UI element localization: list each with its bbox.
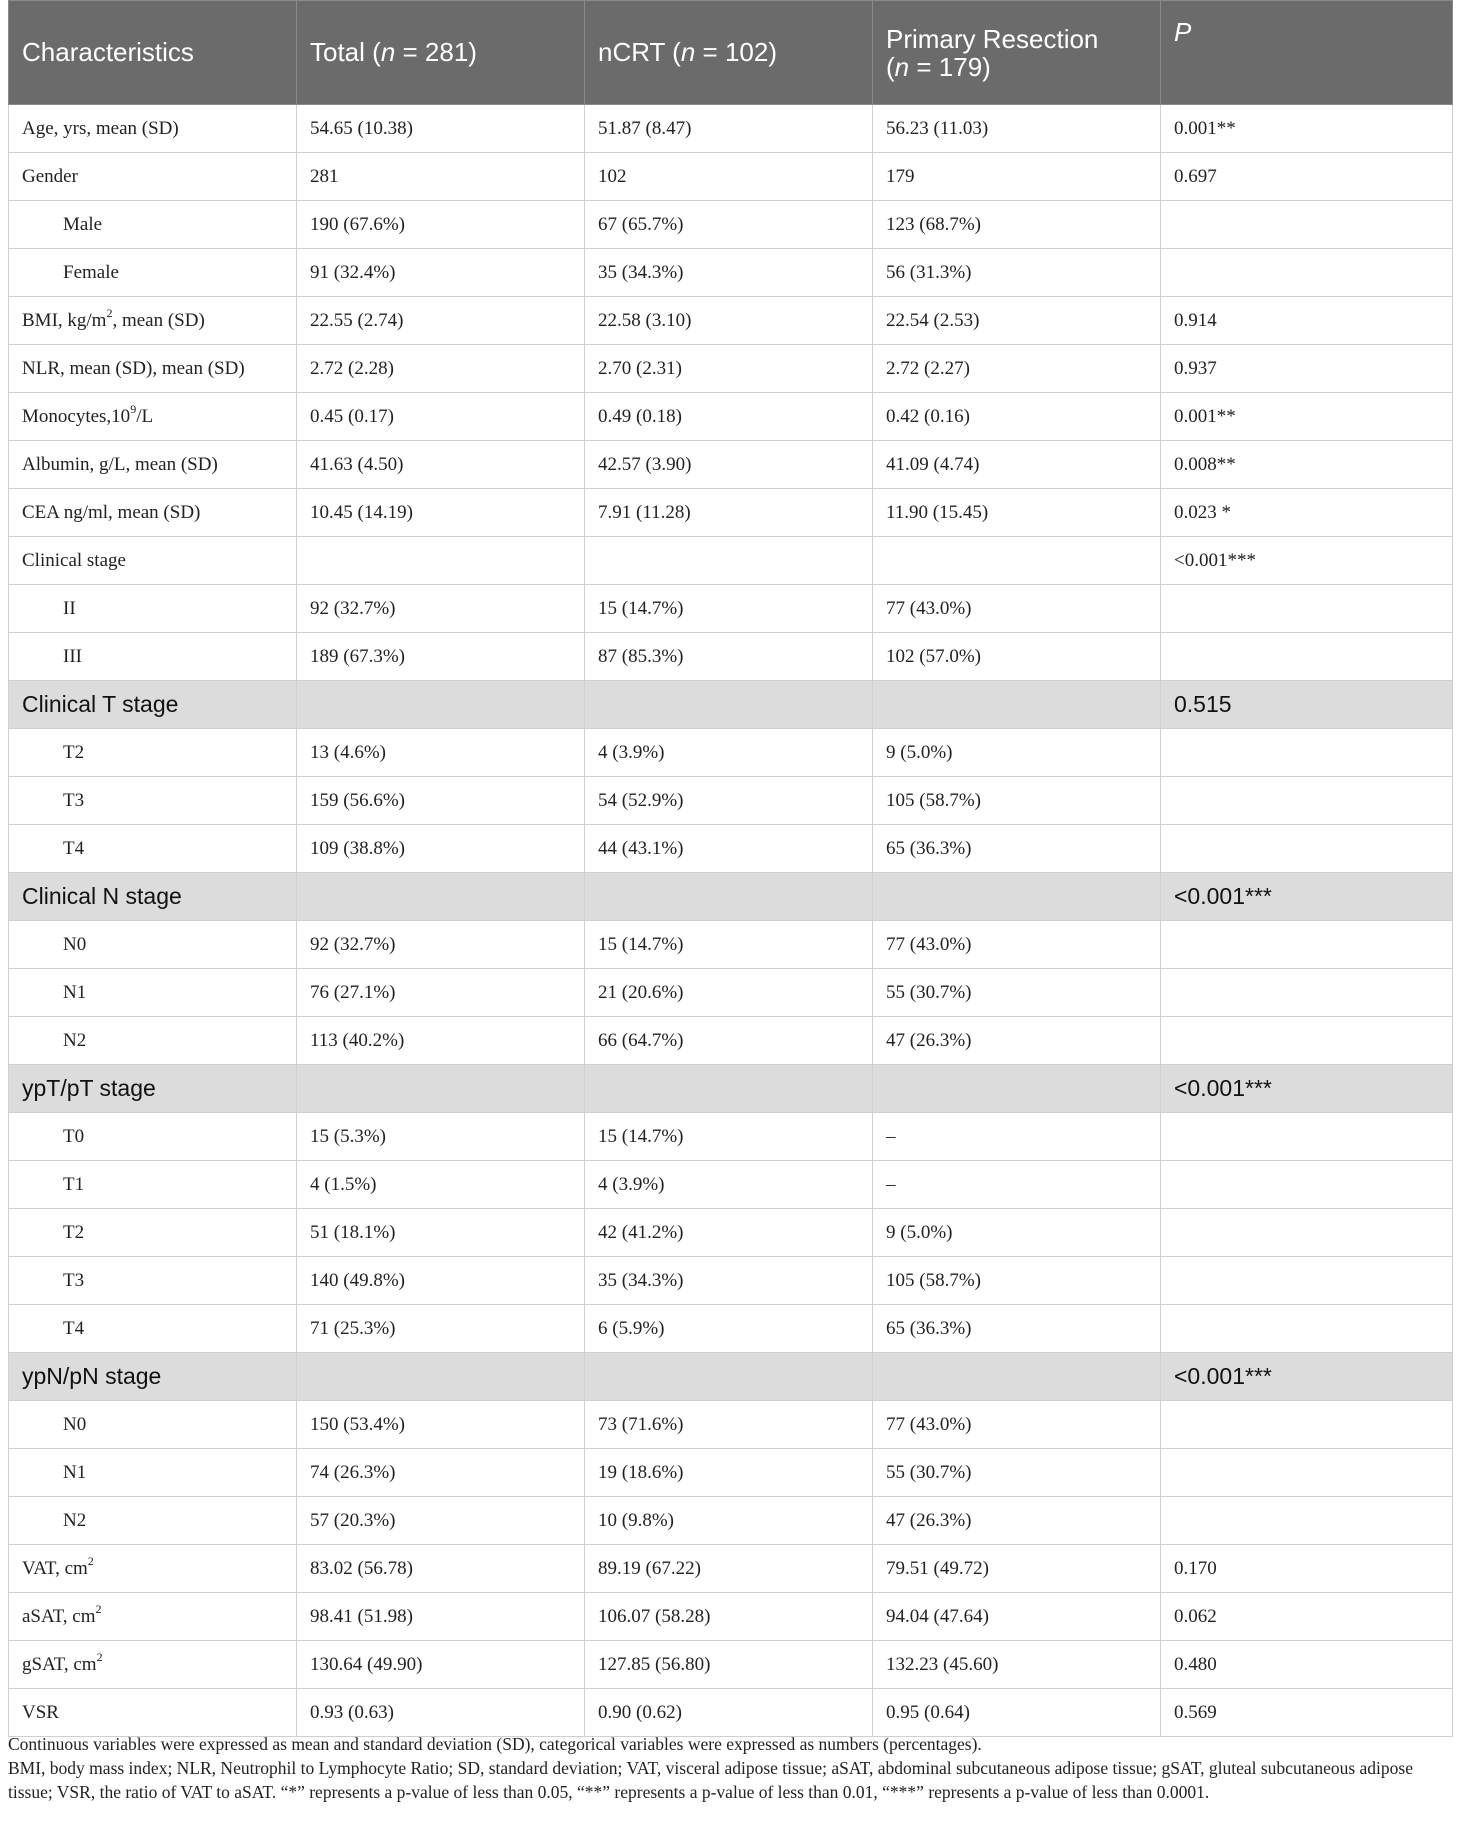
header-primary-resection: Primary Resection (n = 179)	[873, 1, 1161, 105]
cell-p	[1161, 1449, 1453, 1497]
cell-p	[1161, 585, 1453, 633]
cell-ncrt: 87 (85.3%)	[585, 633, 873, 681]
cell-p: 0.697	[1161, 153, 1453, 201]
cell-total: 74 (26.3%)	[297, 1449, 585, 1497]
row-label: VSR	[9, 1689, 297, 1737]
cell-ncrt: 44 (43.1%)	[585, 825, 873, 873]
table-row	[9, 1017, 1453, 1065]
cell-primary: –	[873, 1161, 1161, 1209]
row-label: Female	[9, 249, 297, 297]
cell-total: 10.45 (14.19)	[297, 489, 585, 537]
section-row	[9, 1353, 1453, 1401]
table-row	[9, 1593, 1453, 1641]
cell-primary: 56.23 (11.03)	[873, 105, 1161, 153]
cell-total: 15 (5.3%)	[297, 1113, 585, 1161]
table-row	[9, 489, 1453, 537]
cell-ncrt: 102	[585, 153, 873, 201]
cell-total: 4 (1.5%)	[297, 1161, 585, 1209]
cell-total: 130.64 (49.90)	[297, 1641, 585, 1689]
cell-p: 0.023 *	[1161, 489, 1453, 537]
cell-primary: 179	[873, 153, 1161, 201]
table-header-row	[9, 1, 1453, 105]
cell-ncrt: 35 (34.3%)	[585, 249, 873, 297]
cell-primary: 102 (57.0%)	[873, 633, 1161, 681]
cell-p: 0.569	[1161, 1689, 1453, 1737]
cell-primary: 55 (30.7%)	[873, 1449, 1161, 1497]
table-row	[9, 1449, 1453, 1497]
row-label: NLR, mean (SD), mean (SD)	[9, 345, 297, 393]
cell-primary: 22.54 (2.53)	[873, 297, 1161, 345]
cell-total: 190 (67.6%)	[297, 201, 585, 249]
row-label: T2	[9, 1209, 297, 1257]
cell-primary: 77 (43.0%)	[873, 1401, 1161, 1449]
cell-total: 0.45 (0.17)	[297, 393, 585, 441]
cell-primary: 47 (26.3%)	[873, 1017, 1161, 1065]
cell-p	[1161, 1161, 1453, 1209]
row-label: Gender	[9, 153, 297, 201]
cell-ncrt: 15 (14.7%)	[585, 921, 873, 969]
table-footnotes	[8, 1732, 1452, 1804]
row-label: Clinical stage	[9, 537, 297, 585]
table-row	[9, 585, 1453, 633]
row-label: BMI, $kg/m^2$, mean (SD)	[9, 297, 297, 345]
cell-ncrt: 19 (18.6%)	[585, 1449, 873, 1497]
row-label: T2	[9, 729, 297, 777]
cell-p	[1161, 1113, 1453, 1161]
cell-primary: 79.51 (49.72)	[873, 1545, 1161, 1593]
row-label: T0	[9, 1113, 297, 1161]
header-p-value: P	[1161, 1, 1453, 105]
cell-primary	[873, 1353, 1161, 1401]
cell-p	[1161, 1497, 1453, 1545]
cell-p	[1161, 249, 1453, 297]
cell-p: 0.480	[1161, 1641, 1453, 1689]
cell-p: 0.515	[1161, 681, 1453, 729]
cell-p	[1161, 1305, 1453, 1353]
cell-total	[297, 681, 585, 729]
cell-ncrt	[585, 681, 873, 729]
cell-p	[1161, 921, 1453, 969]
cell-total: 92 (32.7%)	[297, 585, 585, 633]
header-total: Total (n = 281)	[297, 1, 585, 105]
section-label: ypN/pN stage	[9, 1353, 297, 1401]
table-row	[9, 1641, 1453, 1689]
table-row	[9, 1161, 1453, 1209]
table-row	[9, 777, 1453, 825]
table-row	[9, 1545, 1453, 1593]
cell-primary: 77 (43.0%)	[873, 585, 1161, 633]
table-row	[9, 1497, 1453, 1545]
cell-primary: 9 (5.0%)	[873, 729, 1161, 777]
table-row	[9, 537, 1453, 585]
cell-ncrt	[585, 873, 873, 921]
cell-ncrt: 7.91 (11.28)	[585, 489, 873, 537]
cell-total: 51 (18.1%)	[297, 1209, 585, 1257]
cell-total: 91 (32.4%)	[297, 249, 585, 297]
table-row	[9, 1689, 1453, 1737]
cell-ncrt: 22.58 (3.10)	[585, 297, 873, 345]
cell-p: <0.001***	[1161, 1065, 1453, 1113]
cell-primary: 55 (30.7%)	[873, 969, 1161, 1017]
cell-total: 92 (32.7%)	[297, 921, 585, 969]
cell-ncrt: 42 (41.2%)	[585, 1209, 873, 1257]
section-label: ypT/pT stage	[9, 1065, 297, 1113]
cell-primary: 132.23 (45.60)	[873, 1641, 1161, 1689]
table-row	[9, 633, 1453, 681]
cell-primary: 47 (26.3%)	[873, 1497, 1161, 1545]
footnote-abbreviations: BMI, body mass index; NLR, Neutrophil to Lymphocyte Ratio; SD, standard deviation; VAT, visceral adipose tissue; aSAT, abdominal subcutaneous adipose tissue; gSAT, gluteal subcutaneous adipose tissue; VSR, the ratio of VAT to aSAT. “*” represents a p-value of less than 0.05, “**” represents a p-value of less than 0.01, “***” represents a p-value of less than 0.0001.	[8, 1758, 1413, 1802]
cell-ncrt	[585, 1065, 873, 1113]
row-label: Age, yrs, mean (SD)	[9, 105, 297, 153]
table-row	[9, 345, 1453, 393]
cell-p: 0.937	[1161, 345, 1453, 393]
cell-ncrt	[585, 1353, 873, 1401]
cell-total: 109 (38.8%)	[297, 825, 585, 873]
cell-total: 13 (4.6%)	[297, 729, 585, 777]
characteristics-table	[8, 0, 1453, 1737]
cell-ncrt: 106.07 (58.28)	[585, 1593, 873, 1641]
cell-primary: 105 (58.7%)	[873, 1257, 1161, 1305]
cell-total: 140 (49.8%)	[297, 1257, 585, 1305]
table-row	[9, 921, 1453, 969]
cell-primary: 105 (58.7%)	[873, 777, 1161, 825]
cell-p: 0.062	[1161, 1593, 1453, 1641]
header-characteristics: Characteristics	[9, 1, 297, 105]
cell-total	[297, 1065, 585, 1113]
cell-p: <0.001***	[1161, 873, 1453, 921]
cell-total: 76 (27.1%)	[297, 969, 585, 1017]
cell-total: 113 (40.2%)	[297, 1017, 585, 1065]
cell-ncrt: 15 (14.7%)	[585, 585, 873, 633]
section-row	[9, 873, 1453, 921]
footnote-line: Continuous variables were expressed as mean and standard deviation (SD), categorical variables were expressed as numbers (percentages).	[8, 1734, 982, 1754]
table-row	[9, 729, 1453, 777]
cell-ncrt: 0.49 (0.18)	[585, 393, 873, 441]
cell-ncrt: 73 (71.6%)	[585, 1401, 873, 1449]
cell-ncrt: 127.85 (56.80)	[585, 1641, 873, 1689]
row-label: T4	[9, 825, 297, 873]
cell-total: 98.41 (51.98)	[297, 1593, 585, 1641]
cell-primary: 123 (68.7%)	[873, 201, 1161, 249]
cell-primary: 0.95 (0.64)	[873, 1689, 1161, 1737]
cell-primary: 94.04 (47.64)	[873, 1593, 1161, 1641]
table-row	[9, 393, 1453, 441]
row-label: III	[9, 633, 297, 681]
cell-total: 150 (53.4%)	[297, 1401, 585, 1449]
cell-primary: 0.42 (0.16)	[873, 393, 1161, 441]
cell-p	[1161, 1401, 1453, 1449]
cell-primary: 77 (43.0%)	[873, 921, 1161, 969]
cell-p	[1161, 201, 1453, 249]
row-label: N1	[9, 1449, 297, 1497]
row-label: II	[9, 585, 297, 633]
cell-total	[297, 873, 585, 921]
cell-ncrt: 51.87 (8.47)	[585, 105, 873, 153]
cell-p	[1161, 729, 1453, 777]
cell-total: 0.93 (0.63)	[297, 1689, 585, 1737]
table-row	[9, 201, 1453, 249]
table-row	[9, 249, 1453, 297]
cell-primary: 41.09 (4.74)	[873, 441, 1161, 489]
table-row	[9, 1113, 1453, 1161]
table-container	[8, 0, 1452, 1737]
cell-ncrt: 6 (5.9%)	[585, 1305, 873, 1353]
cell-p: <0.001***	[1161, 1353, 1453, 1401]
section-row	[9, 1065, 1453, 1113]
cell-primary: –	[873, 1113, 1161, 1161]
cell-primary: 65 (36.3%)	[873, 1305, 1161, 1353]
cell-p	[1161, 969, 1453, 1017]
table-row	[9, 825, 1453, 873]
row-label: T3	[9, 1257, 297, 1305]
cell-ncrt	[585, 537, 873, 585]
cell-ncrt: 89.19 (67.22)	[585, 1545, 873, 1593]
table-row	[9, 153, 1453, 201]
cell-total: 57 (20.3%)	[297, 1497, 585, 1545]
cell-p: <0.001***	[1161, 537, 1453, 585]
cell-p: 0.001**	[1161, 105, 1453, 153]
table-row	[9, 1257, 1453, 1305]
cell-p	[1161, 825, 1453, 873]
table-row	[9, 441, 1453, 489]
row-label: $Monocytes,10^9/L$	[9, 393, 297, 441]
cell-ncrt: 15 (14.7%)	[585, 1113, 873, 1161]
cell-primary: 11.90 (15.45)	[873, 489, 1161, 537]
cell-ncrt: 67 (65.7%)	[585, 201, 873, 249]
section-row	[9, 681, 1453, 729]
cell-primary	[873, 1065, 1161, 1113]
cell-p	[1161, 1209, 1453, 1257]
section-label: Clinical T stage	[9, 681, 297, 729]
cell-primary: 65 (36.3%)	[873, 825, 1161, 873]
table-row	[9, 1401, 1453, 1449]
cell-total: 41.63 (4.50)	[297, 441, 585, 489]
cell-total: 71 (25.3%)	[297, 1305, 585, 1353]
cell-p	[1161, 1257, 1453, 1305]
cell-p: 0.170	[1161, 1545, 1453, 1593]
cell-p	[1161, 1017, 1453, 1065]
cell-primary: 56 (31.3%)	[873, 249, 1161, 297]
cell-ncrt: 0.90 (0.62)	[585, 1689, 873, 1737]
cell-total: 189 (67.3%)	[297, 633, 585, 681]
cell-ncrt: 4 (3.9%)	[585, 729, 873, 777]
row-label: T1	[9, 1161, 297, 1209]
row-label: N1	[9, 969, 297, 1017]
cell-total: 83.02 (56.78)	[297, 1545, 585, 1593]
cell-total: 54.65 (10.38)	[297, 105, 585, 153]
cell-p: 0.008**	[1161, 441, 1453, 489]
cell-primary	[873, 537, 1161, 585]
cell-ncrt: 2.70 (2.31)	[585, 345, 873, 393]
row-label: CEA ng/ml, mean (SD)	[9, 489, 297, 537]
cell-p	[1161, 777, 1453, 825]
header-ncrt: nCRT (n = 102)	[585, 1, 873, 105]
cell-total: 2.72 (2.28)	[297, 345, 585, 393]
row-label: N2	[9, 1017, 297, 1065]
cell-total	[297, 537, 585, 585]
cell-ncrt: 54 (52.9%)	[585, 777, 873, 825]
cell-total: 281	[297, 153, 585, 201]
cell-primary	[873, 873, 1161, 921]
cell-total	[297, 1353, 585, 1401]
cell-ncrt: 66 (64.7%)	[585, 1017, 873, 1065]
row-label: T3	[9, 777, 297, 825]
row-label: VAT, $cm^2$	[9, 1545, 297, 1593]
row-label: gSAT, $cm^2$	[9, 1641, 297, 1689]
row-label: Albumin, g/L, mean (SD)	[9, 441, 297, 489]
cell-p	[1161, 633, 1453, 681]
cell-ncrt: 35 (34.3%)	[585, 1257, 873, 1305]
cell-ncrt: 4 (3.9%)	[585, 1161, 873, 1209]
cell-primary	[873, 681, 1161, 729]
cell-total: 22.55 (2.74)	[297, 297, 585, 345]
row-label: N2	[9, 1497, 297, 1545]
table-row	[9, 1305, 1453, 1353]
table-row	[9, 297, 1453, 345]
cell-ncrt: 10 (9.8%)	[585, 1497, 873, 1545]
row-label: aSAT, $cm^2$	[9, 1593, 297, 1641]
cell-p: 0.001**	[1161, 393, 1453, 441]
row-label: T4	[9, 1305, 297, 1353]
row-label: Male	[9, 201, 297, 249]
table-row	[9, 969, 1453, 1017]
row-label: N0	[9, 1401, 297, 1449]
cell-primary: 2.72 (2.27)	[873, 345, 1161, 393]
cell-primary: 9 (5.0%)	[873, 1209, 1161, 1257]
cell-ncrt: 21 (20.6%)	[585, 969, 873, 1017]
table-row	[9, 105, 1453, 153]
cell-total: 159 (56.6%)	[297, 777, 585, 825]
cell-ncrt: 42.57 (3.90)	[585, 441, 873, 489]
section-label: Clinical N stage	[9, 873, 297, 921]
cell-p: 0.914	[1161, 297, 1453, 345]
table-row	[9, 1209, 1453, 1257]
row-label: N0	[9, 921, 297, 969]
